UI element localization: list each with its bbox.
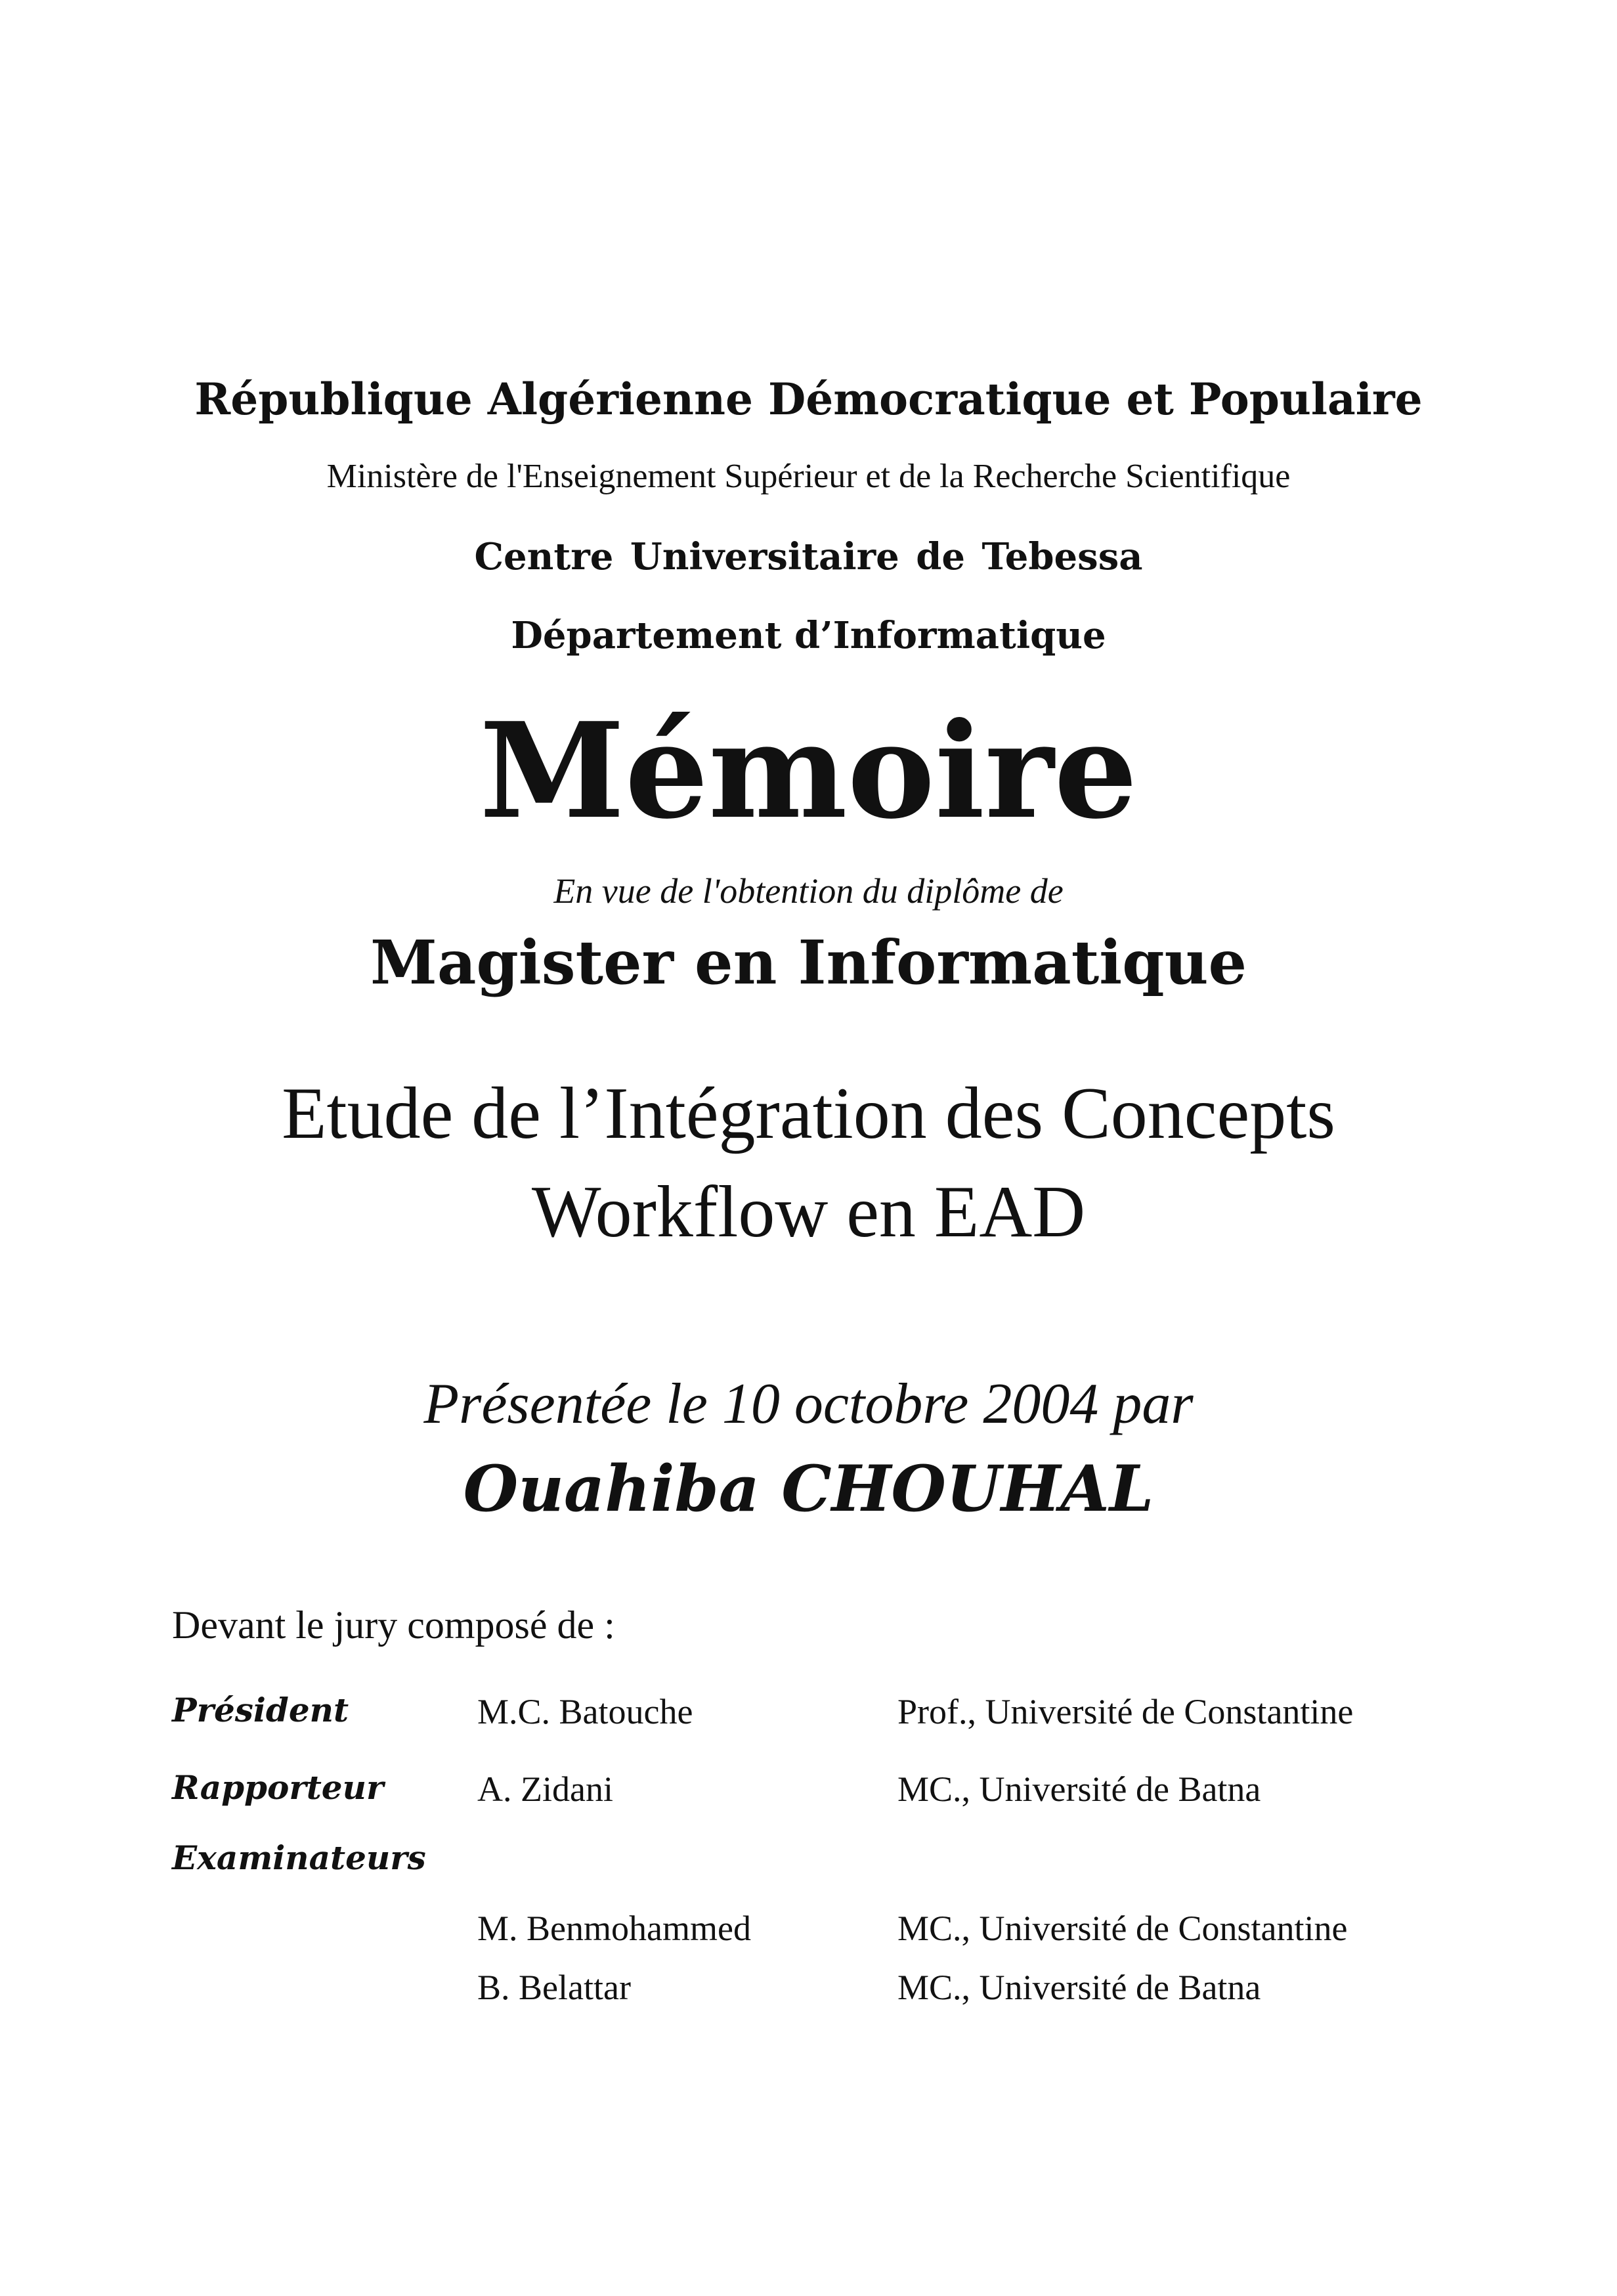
thesis-title-line1: Etude de l’Intégration des Concepts: [282, 1073, 1335, 1154]
jury-member-name: M.C. Batouche: [477, 1692, 693, 1731]
document-type: Mémoire: [479, 694, 1138, 848]
republic-heading: République Algérienne Démocratique et Populaire: [194, 374, 1423, 425]
degree-purpose: En vue de l'obtention du diplôme de: [553, 871, 1064, 911]
jury-member-affiliation: MC., Université de Batna: [897, 1968, 1261, 2007]
thesis-title-line2: Workflow en EAD: [531, 1171, 1086, 1253]
presentation-date: Présentée le 10 octobre 2004 par: [423, 1372, 1194, 1436]
jury-member-affiliation: MC., Université de Batna: [897, 1769, 1261, 1809]
university-heading: Centre Universitaire de Tebessa: [474, 535, 1143, 578]
jury-member-name: B. Belattar: [477, 1968, 631, 2007]
jury-member-affiliation: Prof., Université de Constantine: [897, 1692, 1354, 1731]
jury-member-name: A. Zidani: [477, 1769, 613, 1809]
jury-role: Rapporteur: [172, 1768, 384, 1807]
ministry-heading: Ministère de l'Enseignement Supérieur et de la Recherche Scientifique: [326, 458, 1291, 495]
jury-role: Examinateurs: [172, 1838, 426, 1877]
jury-intro: Devant le jury composé de :: [172, 1603, 615, 1647]
author-name: Ouahiba CHOUHAL: [463, 1452, 1154, 1526]
jury-member-affiliation: MC., Université de Constantine: [897, 1909, 1348, 1948]
department-heading: Département d’Informatique: [511, 614, 1106, 657]
jury-member-name: M. Benmohammed: [477, 1909, 751, 1948]
degree-name: Magister en Informatique: [370, 927, 1247, 998]
jury-role: Président: [172, 1691, 349, 1729]
